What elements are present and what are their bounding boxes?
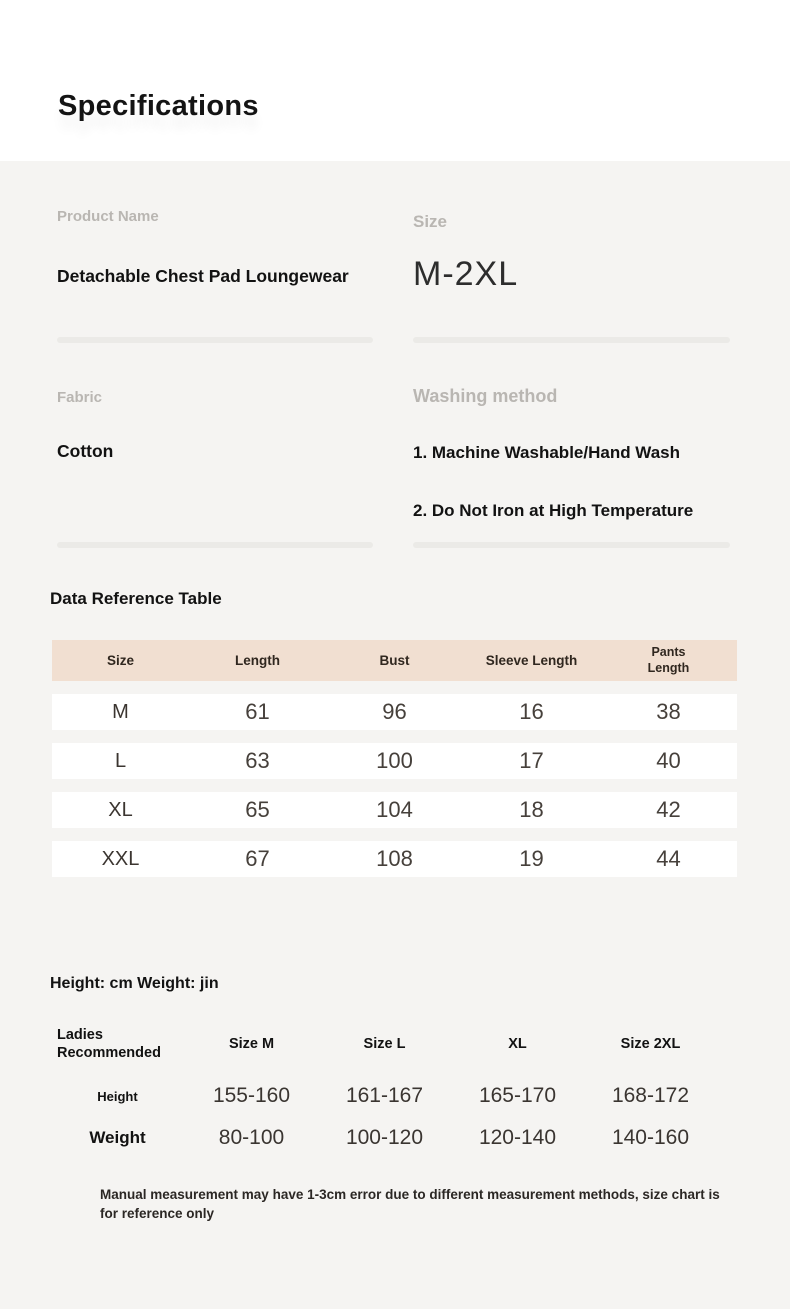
cell-bust: 108 — [376, 846, 413, 871]
cell-size: M — [112, 700, 129, 723]
cell-size: XXL — [101, 847, 140, 870]
height-row-label: Height — [97, 1088, 138, 1104]
height-value: 161-167 — [345, 1084, 424, 1107]
recommend-table — [50, 1022, 718, 1155]
size-label: Size — [413, 212, 448, 231]
recommend-row-header: Ladies Recommended — [57, 1027, 161, 1061]
column-header-pants-length: Pants Length — [647, 644, 690, 675]
table-row — [52, 694, 737, 730]
height-value: 155-160 — [212, 1084, 291, 1107]
recommend-column-size-m: Size M — [228, 1036, 275, 1052]
table-row — [52, 743, 737, 779]
divider — [413, 542, 730, 548]
washing-method-label: Washing method — [413, 386, 558, 406]
height-value: 165-170 — [478, 1084, 557, 1107]
divider — [413, 337, 730, 343]
column-header-size: Size — [106, 653, 134, 668]
weight-value: 80-100 — [218, 1126, 285, 1149]
divider — [57, 542, 373, 548]
page-title: Specifications — [58, 90, 259, 122]
fabric-value: Cotton — [57, 441, 114, 461]
column-header-length: Length — [235, 653, 280, 668]
size-table-title: Data Reference Table — [50, 589, 222, 608]
column-header-bust: Bust — [379, 653, 410, 668]
cell-length: 67 — [245, 846, 270, 871]
table-row — [52, 792, 737, 828]
units-note: Height: cm Weight: jin — [50, 975, 219, 992]
recommend-table-header — [50, 1022, 718, 1066]
cell-pants-length: 44 — [656, 846, 681, 871]
weight-value: 120-140 — [478, 1126, 557, 1149]
weight-value: 140-160 — [611, 1126, 690, 1149]
cell-length: 65 — [245, 797, 270, 822]
cell-bust: 96 — [382, 699, 407, 724]
cell-pants-length: 40 — [656, 748, 681, 773]
weight-row-label: Weight — [89, 1128, 146, 1147]
cell-sleeve-length: 16 — [519, 699, 544, 724]
cell-bust: 100 — [376, 748, 413, 773]
fabric-label: Fabric — [57, 389, 103, 406]
cell-size: L — [114, 749, 127, 772]
table-row — [52, 841, 737, 877]
cell-pants-length: 38 — [656, 699, 681, 724]
column-header-sleeve-length: Sleeve Length — [485, 653, 578, 668]
recommend-column-size-2xl: Size 2XL — [620, 1036, 681, 1052]
recommend-column-xl: XL — [508, 1036, 527, 1052]
size-value: M-2XL — [413, 255, 519, 293]
height-value: 168-172 — [611, 1084, 690, 1107]
product-name-value: Detachable Chest Pad Loungewear — [57, 266, 349, 286]
size-table — [52, 640, 737, 877]
washing-item: 2. Do Not Iron at High Temperature — [413, 501, 694, 520]
height-row — [50, 1080, 718, 1112]
footnote: Manual measurement may have 1-3cm error due to different measurement methods, size chart is for reference only — [100, 1187, 720, 1221]
product-name-label: Product Name — [57, 208, 159, 225]
cell-pants-length: 42 — [656, 797, 681, 822]
cell-bust: 104 — [376, 797, 413, 822]
cell-sleeve-length: 18 — [519, 797, 544, 822]
cell-sleeve-length: 19 — [519, 846, 544, 871]
cell-length: 61 — [245, 699, 270, 724]
top-band — [0, 0, 790, 161]
weight-row — [50, 1121, 718, 1155]
size-table-header — [52, 640, 737, 681]
divider — [57, 337, 373, 343]
cell-length: 63 — [245, 748, 270, 773]
washing-item: 1. Machine Washable/Hand Wash — [413, 443, 681, 462]
weight-value: 100-120 — [345, 1126, 424, 1149]
cell-sleeve-length: 17 — [519, 748, 544, 773]
cell-size: XL — [108, 798, 133, 821]
recommend-column-size-l: Size L — [363, 1036, 406, 1052]
